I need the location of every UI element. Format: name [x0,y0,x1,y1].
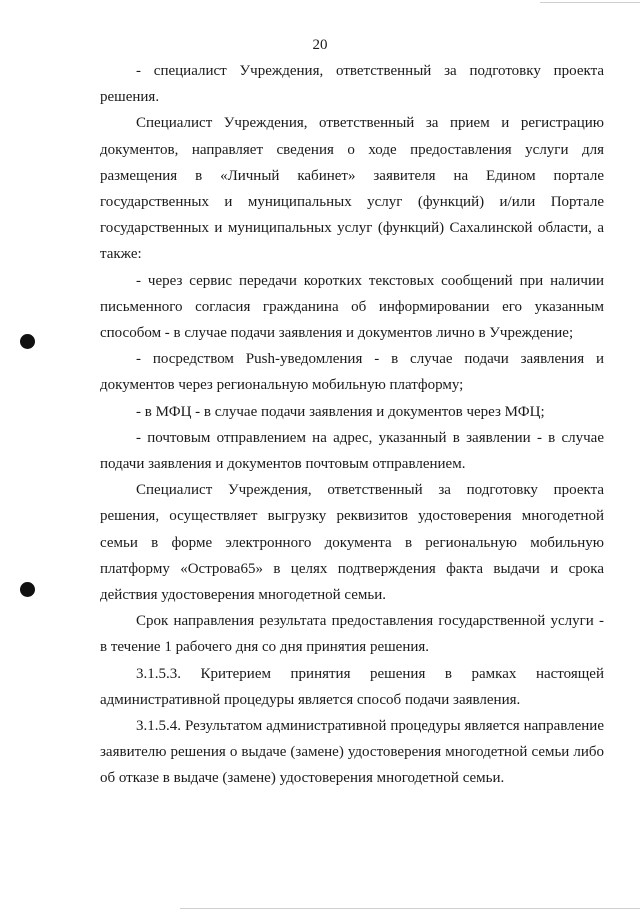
paragraph-mfc: - в МФЦ - в случае подачи заявления и документов через МФЦ; [136,403,545,420]
binder-hole-lower [20,582,35,597]
paragraph-sms-service: - через сервис передачи коротких текстовых сообщений при наличии письменного согласия гражданина об информировании его указанным способом - в случае подачи заявления и документов лично в Учреждение; [100,272,604,342]
paragraph-registration-specialist: Специалист Учреждения, ответственный за прием и регистрацию документов, направляет сведения о ходе предоставления услуги для размещения в «Личный кабинет» заявителя на Едином портале государственных и муниципальных услуг (функций) и/или Портале государственных и муниципальных услуг (функций) Сахалинской области, а также: [100,115,604,263]
document-body [100,58,604,792]
paragraph-certificate-upload: Специалист Учреждения, ответственный за подготовку проекта решения, осуществляет выгрузку реквизитов удостоверения многодетной семьи в форме электронного документа в региональную мобильную платформу «Острова65» в целях подтверждения факта выдачи и срока действия удостоверения многодетной семьи. [100,482,604,604]
page-number: 20 [312,37,328,53]
scan-edge-line-bottom [180,908,640,909]
scan-edge-line [540,2,640,3]
paragraph-deadline: Срок направления результата предоставления государственной услуги - в течение 1 рабочего дня со дня принятия решения. [100,613,604,656]
paragraph-responsible-specialist: - специалист Учреждения, ответственный за подготовку проекта решения. [100,63,604,106]
paragraph-clause-3-1-5-3: 3.1.5.3. Критерием принятия решения в рамках настоящей административной процедуры является способ подачи заявления. [100,665,604,708]
paragraph-clause-3-1-5-4: 3.1.5.4. Результатом административной процедуры является направление заявителю решения о выдаче (замене) удостоверения многодетной семьи либо об отказе в выдаче (замене) удостоверения многодетной семьи. [100,718,604,787]
paragraph-postal: - почтовым отправлением на адрес, указанный в заявлении - в случае подачи заявления и документов почтовым отправлением. [100,429,604,473]
binder-hole-upper [20,334,35,349]
paragraph-push-notification: - посредством Push-уведомления - в случае подачи заявления и документов через региональную мобильную платформу; [100,351,604,394]
